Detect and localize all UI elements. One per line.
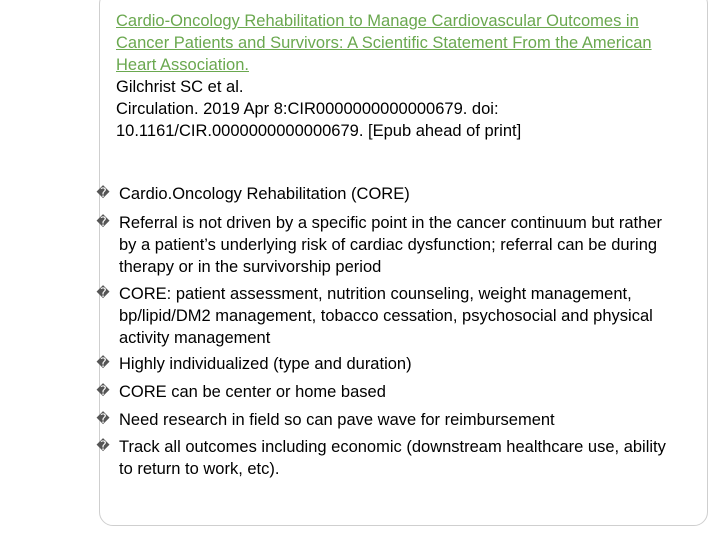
bullet-marker-icon: � [96, 286, 110, 301]
bullet-text: Highly individualized (type and duration) [119, 355, 412, 373]
bullet-text: Cardio.Oncology Rehabilitation (CORE) [119, 185, 410, 203]
bullet-marker-icon: � [96, 384, 110, 399]
bullet-item [96, 183, 696, 205]
bullet-marker-icon: � [96, 412, 110, 427]
article-reference: Circulation. 2019 Apr 8:CIR0000000000000679. doi: 10.1161/CIR.0000000000000679. [Epub ahead of print] [116, 100, 522, 140]
bullet-item [96, 381, 696, 403]
article-title-link[interactable]: Cardio-Oncology Rehabilitation to Manage Cardiovascular Outcomes in Cancer Patients and Survivors: A Scientific Statement From the American Heart Association. [116, 12, 652, 74]
bullet-text: Referral is not driven by a specific point in the cancer continuum but rather by a patient’s underlying risk of cardiac dysfunction; referral can be during therapy or in the survivorship period [119, 214, 662, 276]
bullet-text: CORE can be center or home based [119, 383, 386, 401]
bullet-item [96, 409, 696, 431]
bullet-item [96, 283, 696, 349]
bullet-marker-icon: � [96, 215, 110, 230]
bullet-item [96, 212, 696, 278]
bullet-marker-icon: � [96, 439, 110, 454]
bullet-item [96, 353, 696, 375]
bullet-item [96, 436, 696, 480]
citation-block [116, 10, 676, 142]
bullet-text: CORE: patient assessment, nutrition counseling, weight management, bp/lipid/DM2 management, tobacco cessation, psychosocial and physical activity management [119, 285, 653, 347]
bullet-marker-icon: � [96, 186, 110, 201]
bullet-text: Track all outcomes including economic (downstream healthcare use, ability to return to work, etc). [119, 438, 666, 478]
article-authors: Gilchrist SC et al. [116, 78, 244, 96]
bullet-text: Need research in field so can pave wave for reimbursement [119, 411, 555, 429]
bullet-marker-icon: � [96, 356, 110, 371]
